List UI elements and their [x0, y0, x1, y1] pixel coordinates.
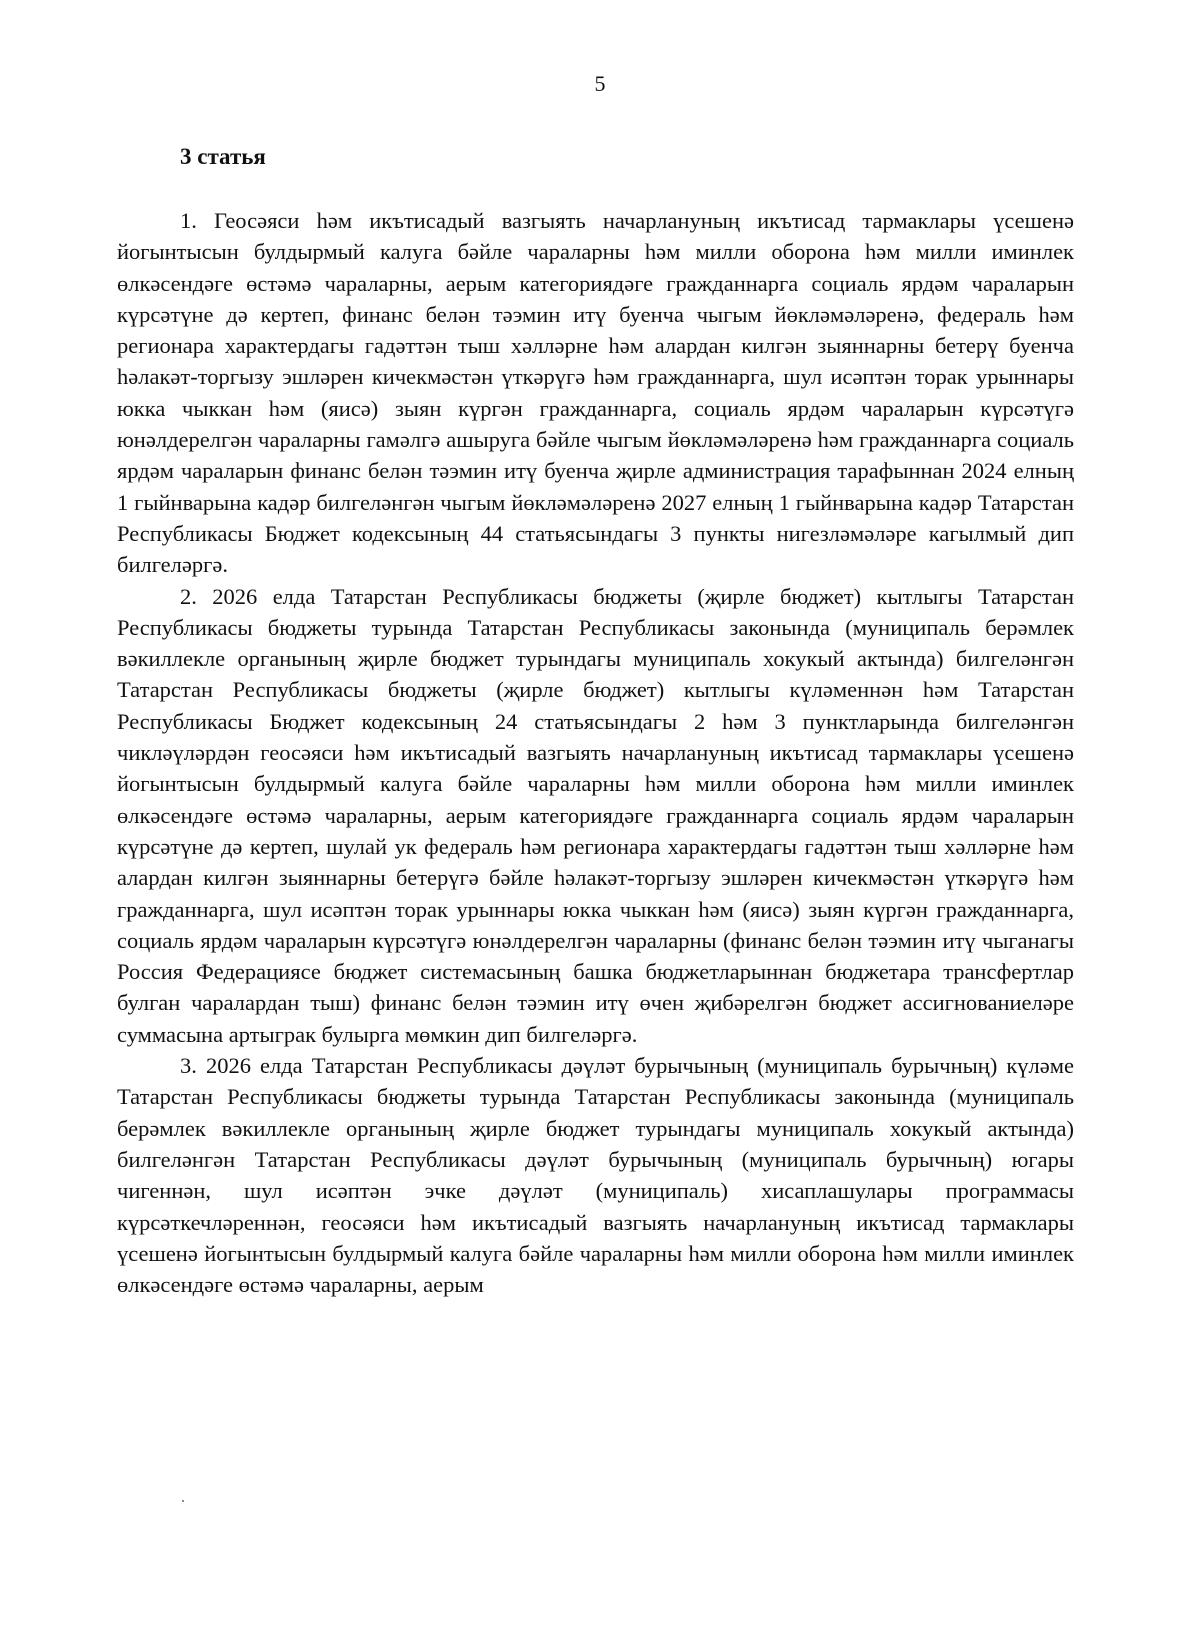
paragraph-1: 1. Геосәяси һәм икътисадый вазгыять начарлануның икътисад тармаклары үсешенә йогынтысын булдырмый калуга бәйле чараларны һәм милли оборона һәм милли иминлек өлкәсендәге өстәмә чараларны, аерым категориядәге гражданнарга социаль ярдәм чараларын күрсәтүне дә кертеп, финанс белән тәэмин итү буенча чыгым йөкләмәләренә, федераль һәм регионара характердагы гадәттән тыш хәлләрне һәм алардан килгән зыяннарны бетерү буенча һәлакәт-торгызу эшләрен кичекмәстән үткәрүгә һәм гражданнарга, шул исәптән торак урыннары юкка чыккан һәм (яисә) зыян күргән гражданнарга, социаль ярдәм чараларын күрсәтүгә юнәлдерелгән чараларны гамәлгә ашыруга бәйле чыгым йөкләмәләренә һәм гражданнарга социаль ярдәм чараларын финанс белән тәэмин итү буенча җирле администрация тарафыннан 2024 елның 1 гыйнварына кадәр билгеләнгән чыгым йөкләмәләренә 2027 елның 1 гыйнварына кадәр Татарстан Республикасы Бюджет кодексының 44 статьясындагы 3 пункты нигезләмәләре кагылмый дип билгеләргә.	[117, 208, 1074, 578]
article-body	[117, 205, 1074, 1300]
scan-dot	[182, 1500, 184, 1502]
article-title: 3 статья	[180, 144, 266, 169]
paragraph-2: 2. 2026 елда Татарстан Республикасы бюджеты (җирле бюджет) кытлыгы Татарстан Республикасы бюджеты турында Татарстан Республикасы законында (муниципаль берәмлек вәкиллекле органының җирле бюджет турындагы муниципаль хокукый актында) билгеләнгән Татарстан Республикасы бюджеты (җирле бюджет) кытлыгы күләменнән һәм Татарстан Республикасы Бюджет кодексының 24 статьясындагы 2 һәм 3 пунктларында билгеләнгән чикләүләрдән геосәяси һәм икътисадый вазгыять начарлануның икътисад тармаклары үсешенә йогынтысын булдырмый калуга бәйле чараларны һәм милли оборона һәм милли иминлек өлкәсендәге өстәмә чараларны, аерым категориядәге гражданнарга социаль ярдәм чараларын күрсәтүне дә кертеп, шулай ук федераль һәм регионара характердагы гадәттән тыш хәлләрне һәм алардан килгән зыяннарны бетерүгә бәйле һәлакәт-торгызу эшләрен кичекмәстән үткәрүгә һәм гражданнарга, шул исәптән торак урыннары юкка чыккан һәм (яисә) зыян күргән гражданнарга, социаль ярдәм чараларын күрсәтүгә юнәлдерелгән чараларны (финанс белән тәэмин итү чыганагы Россия Федерациясе бюджет системасының башка бюджетларыннан бюджетара трансфертлар булган чаралардан тыш) финанс белән тәэмин итү өчен җибәрелгән бюджет ассигнованиеләре суммасына артыграк булырга мөмкин дип билгеләргә.	[117, 583, 1074, 1047]
paragraph-3: 3. 2026 елда Татарстан Республикасы дәүләт бурычының (муниципаль бурычның) күләме Татарстан Республикасы бюджеты турында Татарстан Республикасы законында (муниципаль берәмлек вәкиллекле органының җирле бюджет турындагы муниципаль хокукый актында) билгеләнгән Татарстан Республикасы дәүләт бурычының (муниципаль бурычның) югары чигеннән, шул исәптән эчке дәүләт (муниципаль) хисаплашулары программасы күрсәткечләреннән, геосәяси һәм икътисадый вазгыять начарлануның икътисад тармаклары үсешенә йогынтысын булдырмый калуга бәйле чараларны һәм милли оборона һәм милли иминлек өлкәсендәге өстәмә чараларны, аерым	[117, 1053, 1074, 1298]
page-number: 5	[594, 71, 606, 96]
